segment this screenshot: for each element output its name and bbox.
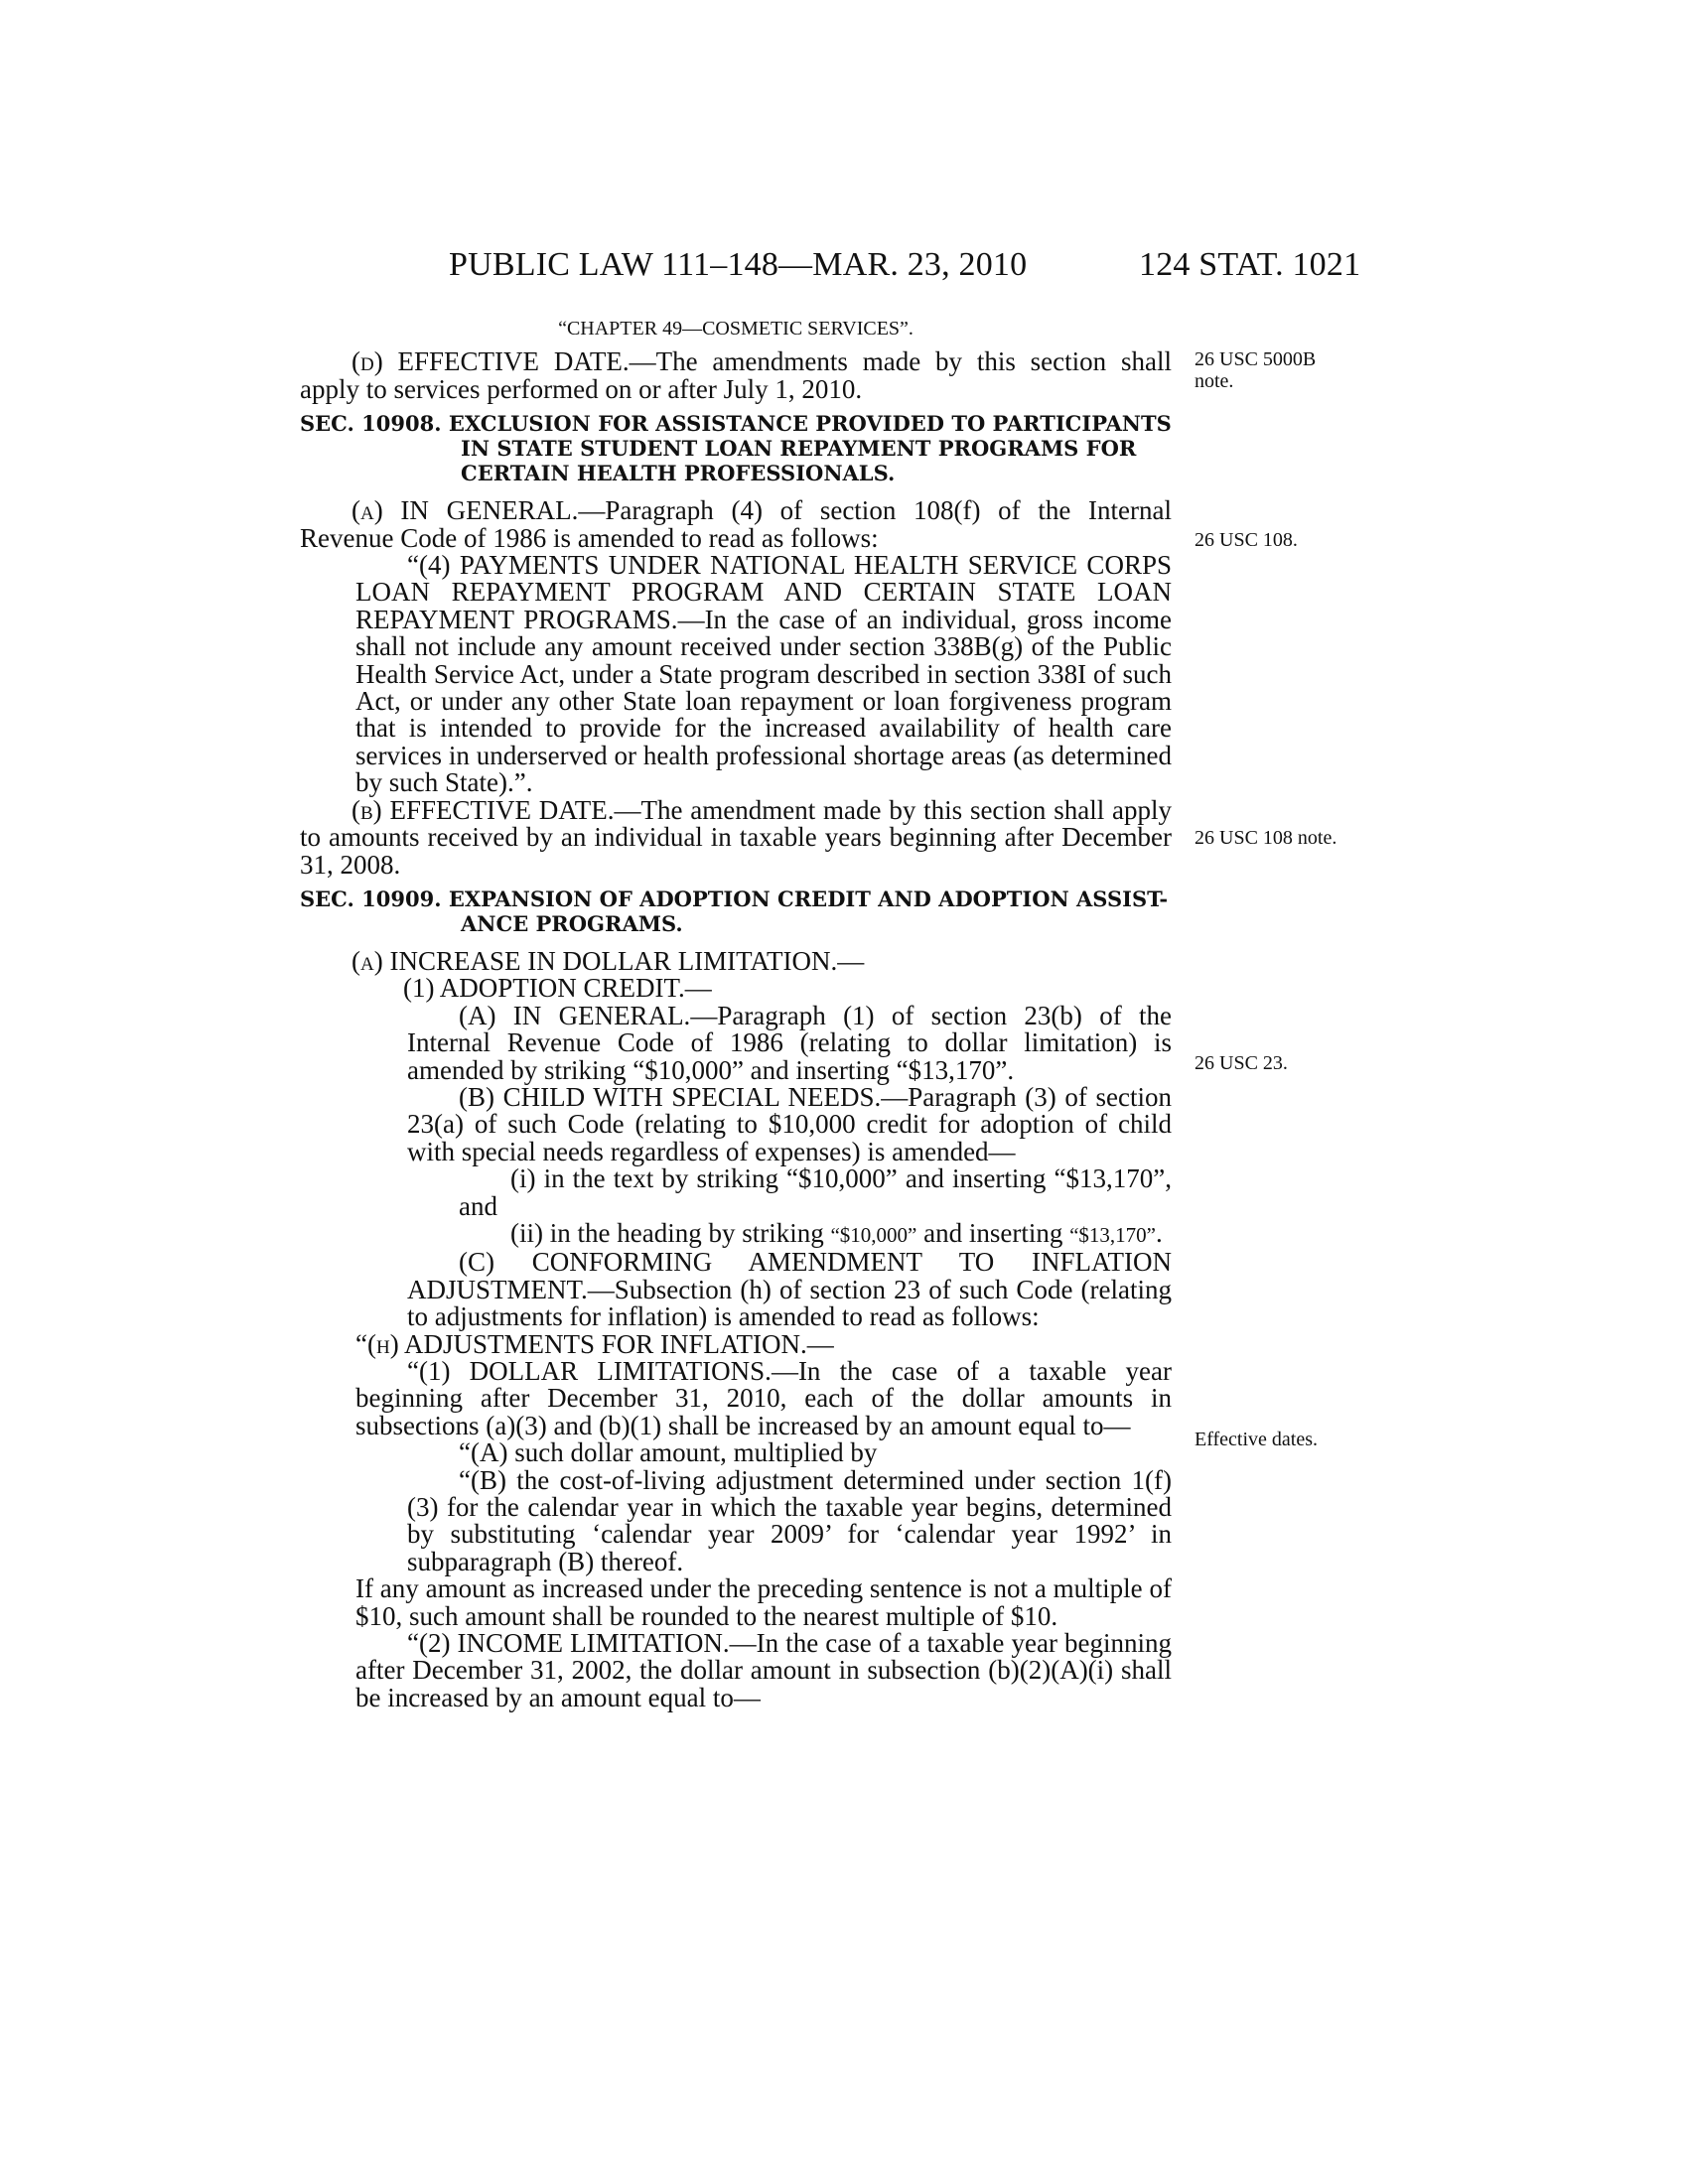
paragraph-text: —In the case of an individual, gross income shall not include any amount received under section 338B(g) of the Public Health Service Act, under a State program described in section 338I of such Act, or under any other State loan repayment or loan forgiveness program that is intended to provide for the increased availability of health care services in underserved or health professional shortage areas (as determined by such State).”. — [355, 604, 1172, 798]
margin-note-108-note: 26 USC 108 note. — [1195, 827, 1337, 849]
margin-note-23: 26 USC 23. — [1195, 1052, 1288, 1074]
subsection-text: —The amendment made by this section shall apply to amounts received by an individual in taxable years beginning after December 31, 2008. — [300, 794, 1172, 880]
section-10908-heading — [300, 411, 1172, 485]
margin-note-108: 26 USC 108. — [1195, 529, 1298, 551]
paragraph-label: “(1) DOLLAR LIMITATIONS. — [407, 1356, 772, 1386]
chapter-heading: “CHAPTER 49—COSMETIC SERVICES”. — [558, 318, 914, 340]
clause-i: (i) in the text by striking “$10,000” and inserting “$13,170”, and — [459, 1163, 1172, 1221]
section-number: SEC. 10909. — [300, 886, 442, 911]
paragraph-label: “(4) PAYMENTS UNDER NATIONAL HEALTH SERVICE CORPS LOAN REPAYMENT PROGRAM AND CERTAIN STATE LOAN REPAYMENT PROGRAMS. — [355, 550, 1172, 634]
clause-text: . — [1156, 1217, 1163, 1248]
subparagraph-text: —Paragraph (3) of section 23(a) of such Code (relating to $10,000 credit for adoption of child with special needs regardless of expenses) is amended— — [407, 1081, 1172, 1166]
subparagraph-C-conforming — [300, 1249, 1172, 1330]
subsection-b-effective-date — [300, 794, 1172, 880]
clause-quote-old: “$10,000” — [830, 1222, 917, 1247]
section-number: SEC. 10908. — [300, 411, 442, 437]
subsection-a-increase: (a) INCREASE IN DOLLAR LIMITATION.— — [352, 945, 865, 976]
subsection-a-in-general — [300, 497, 1172, 552]
paragraph-label: “(2) INCOME LIMITATION. — [407, 1628, 730, 1659]
section-title-rest: ANCE PROGRAMS. — [461, 910, 683, 936]
clause-text: and inserting — [916, 1217, 1070, 1248]
section-title-first-line: EXPANSION OF ADOPTION CREDIT AND ADOPTION ASSIST- — [448, 886, 1169, 911]
subsection-text: —The amendments made by this section shall apply to services performed on or after July 1, 2010. — [300, 346, 1172, 404]
paragraph-text: —In the case of a taxable year beginning after December 31, 2002, the dollar amount in subsection (b)(2)(A)(i) shall be increased by an amount equal to— — [355, 1628, 1173, 1712]
subparagraph-hB: “(B) the cost-of-living adjustment determined under section 1(f)(3) for the calendar year in which the taxable year begins, determined by substituting ‘calendar year 2009’ for ‘calendar year 1992’ in subparagraph (B) thereof. — [407, 1464, 1172, 1576]
rounding-sentence: If any amount as increased under the preceding sentence is not a multiple of $10, such amount shall be rounded to the nearest multiple of $10. — [355, 1573, 1172, 1631]
clause-quote-new: “$13,170” — [1069, 1222, 1156, 1247]
subsection-d-effective-date — [300, 348, 1172, 403]
subsection-label: (d) EFFECTIVE DATE. — [352, 346, 630, 377]
subparagraph-text: —Subsection (h) of section 23 of such Code (relating to adjustments for inflation) is amended to read as follows: — [407, 1274, 1172, 1332]
subparagraph-text: —Paragraph (1) of section 23(b) of the Internal Revenue Code of 1986 (relating to dollar limitation) is amended by striking “$10,000” and inserting “$13,170”. — [407, 1000, 1172, 1085]
subparagraph-label: (B) CHILD WITH SPECIAL NEEDS. — [459, 1081, 882, 1112]
clause-text: (ii) in the heading by striking — [510, 1217, 831, 1248]
running-header-page: 124 STAT. 1021 — [1139, 246, 1361, 283]
running-header-title: PUBLIC LAW 111–148—MAR. 23, 2010 — [449, 246, 1028, 283]
subparagraph-label: (A) IN GENERAL. — [459, 1000, 691, 1030]
paragraph-1-adoption-credit — [300, 975, 1172, 1002]
paragraph-h1-dollar-limitations — [300, 1358, 1172, 1439]
main-text-column — [300, 316, 1172, 1711]
subparagraph-label: (C) CONFORMING AMENDMENT TO INFLATION ADJUSTMENT. — [407, 1247, 1172, 1304]
margin-note-5000b: 26 USC 5000B — [1195, 348, 1317, 370]
section-10909-heading — [300, 887, 1172, 936]
subsection-label: (a) IN GENERAL. — [352, 495, 579, 526]
margin-note-5000b-note: note. — [1195, 370, 1234, 392]
clause-ii — [300, 1217, 1172, 1249]
section-title-first-line: EXCLUSION FOR ASSISTANCE PROVIDED TO PARTICIPANTS — [448, 411, 1172, 437]
paragraph-text: —In the case of a taxable year beginning after December 31, 2010, each of the dollar amounts in subsections (a)(3) and (b)(1) shall be increased by an amount equal to— — [355, 1356, 1172, 1440]
subsection-text: —Paragraph (4) of section 108(f) of the Internal Revenue Code of 1986 is amended to read as follows: — [300, 495, 1172, 553]
paragraph-4 — [300, 552, 1172, 797]
subsection-h-adjustments: “(h) ADJUSTMENTS FOR INFLATION.— — [355, 1328, 834, 1359]
subparagraph-A-in-general — [300, 1000, 1172, 1085]
margin-note-effective-dates: Effective dates. — [1195, 1429, 1319, 1450]
subsection-label: (b) EFFECTIVE DATE. — [352, 794, 615, 825]
section-title-rest: IN STATE STUDENT LOAN REPAYMENT PROGRAMS FOR CERTAIN HEALTH PROFESSIONALS. — [461, 436, 1137, 486]
subparagraph-hA: “(A) such dollar amount, multiplied by — [459, 1437, 878, 1468]
subparagraph-B-child-special-needs — [300, 1081, 1172, 1166]
paragraph-h2-income-limitation — [300, 1630, 1172, 1711]
paragraph-label: (1) ADOPTION CREDIT.— — [403, 973, 712, 1004]
